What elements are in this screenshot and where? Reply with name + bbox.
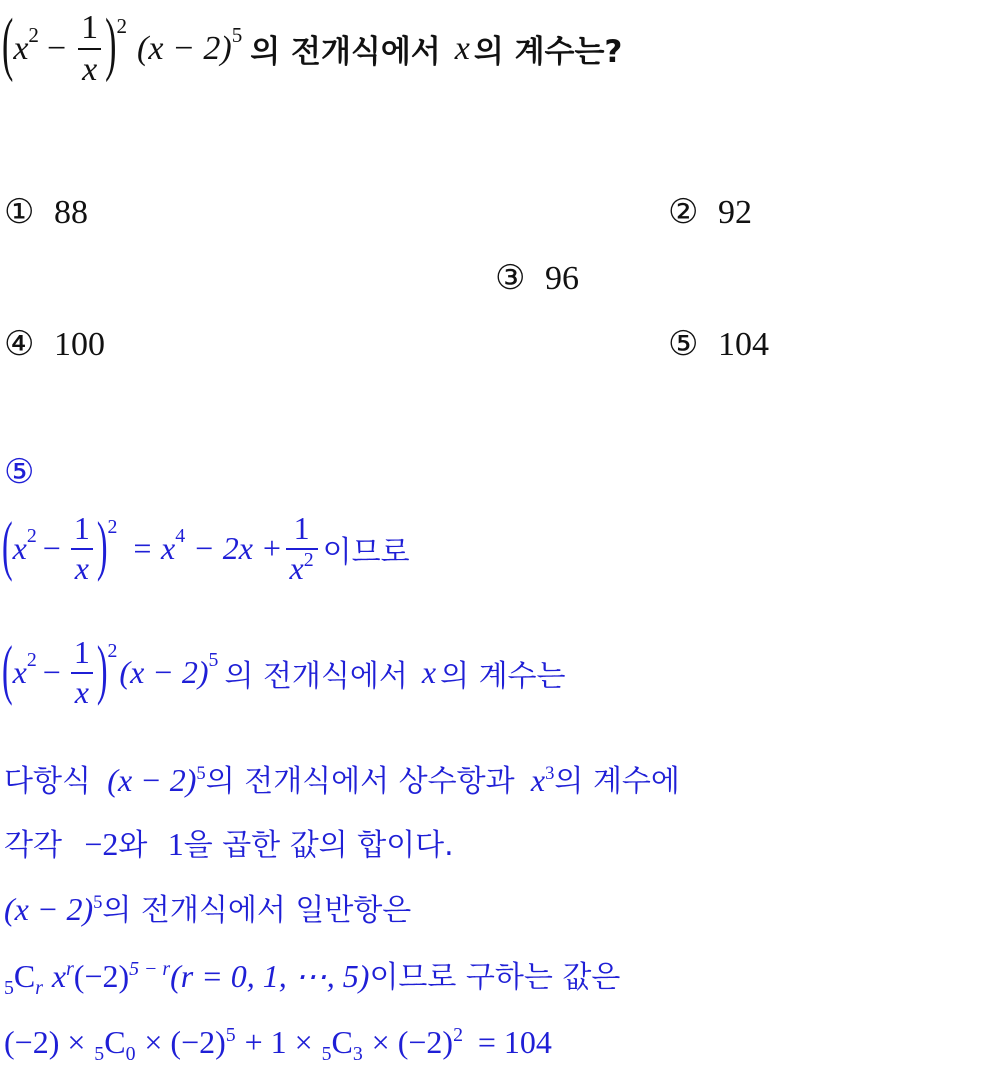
choice-marker: ③ — [495, 258, 526, 298]
paren-close: ) — [105, 5, 117, 84]
numerator: 1 — [73, 634, 90, 670]
outer-exponent: 2 — [107, 516, 118, 539]
subscript: 0 — [125, 1042, 136, 1065]
numerator: 1 — [81, 9, 99, 46]
math-term: (−2) × — [4, 1024, 86, 1060]
solution-line-7 — [4, 1023, 552, 1065]
math-x: x — [421, 654, 437, 691]
paren-open: ( — [2, 5, 14, 84]
solution-text: 다항식 — [4, 764, 91, 799]
math-term: × (−2) — [144, 1024, 226, 1060]
solution-line-4 — [4, 820, 454, 864]
paren-open: ( — [2, 630, 13, 707]
solution-text: 이므로 구하는 값은 — [369, 960, 621, 995]
subscript: r — [35, 976, 43, 999]
math-x: x — [13, 29, 29, 67]
paren-close: ) — [96, 630, 108, 707]
binomial-exponent: 5 — [231, 23, 243, 48]
exponent: r — [66, 957, 74, 980]
solution-text: 의 전개식에서 상수항과 — [205, 764, 515, 799]
solution-text: 을 곱한 값의 합이다. — [183, 828, 454, 863]
choice-value: 104 — [717, 326, 769, 363]
exponent: 2 — [28, 23, 39, 48]
numerator: 1 — [73, 510, 90, 546]
math-x: x — [12, 530, 27, 567]
math-term: × (−2) — [371, 1024, 454, 1060]
choice-marker: ② — [668, 192, 699, 232]
choice-marker: ⑤ — [668, 324, 699, 364]
combination-c: C — [104, 1024, 126, 1060]
question-stem — [2, 5, 623, 88]
exponent: 2 — [453, 1023, 463, 1046]
exponent: 2 — [26, 524, 37, 547]
numerator: 1 — [293, 510, 310, 546]
binomial-exponent: 5 — [93, 892, 103, 914]
outer-exponent: 2 — [116, 14, 128, 39]
fraction-1-over-x — [77, 10, 102, 87]
choice-value: 96 — [544, 260, 579, 297]
exponent: 3 — [545, 763, 555, 785]
paren-open: ( — [2, 506, 13, 583]
math-value: 1 — [167, 826, 184, 862]
fraction-1-over-x — [70, 512, 94, 585]
choice-5[interactable] — [668, 324, 769, 364]
result: = 104 — [477, 1024, 552, 1060]
exponent: 2 — [26, 648, 37, 671]
question-text: 의 전개식에서 — [250, 34, 441, 71]
math-term: (−2) — [73, 958, 130, 994]
subscript: 5 — [321, 1042, 332, 1065]
choice-3[interactable] — [495, 258, 579, 298]
solution-line-2 — [2, 630, 566, 710]
binomial: (x − 2) — [119, 654, 209, 691]
exponent: 5 − r — [129, 957, 171, 980]
combination-c: C — [13, 958, 36, 994]
solution-line-6 — [4, 952, 621, 999]
math-x: x — [12, 654, 27, 691]
math-x: x — [530, 762, 546, 798]
subscript: 5 — [94, 1042, 105, 1065]
math-x: x — [51, 958, 67, 994]
question-text: 의 계수는? — [473, 34, 623, 71]
exponent: 2 — [303, 549, 314, 572]
math-x: x — [454, 29, 470, 67]
fraction-1-over-x2 — [286, 512, 318, 585]
solution-line-5 — [4, 885, 411, 929]
subscript: 3 — [352, 1042, 363, 1065]
choice-2[interactable] — [668, 192, 752, 232]
outer-exponent: 2 — [107, 640, 118, 663]
combination-c: C — [331, 1024, 353, 1060]
choice-value: 88 — [53, 194, 88, 231]
rhs: − 2x + — [193, 530, 283, 567]
paren-close: ) — [96, 506, 108, 583]
minus-sign: − — [46, 29, 67, 67]
exponent: 5 — [225, 1023, 236, 1046]
solution-line-1 — [2, 506, 410, 586]
math-value: −2 — [84, 826, 119, 862]
choice-4[interactable] — [4, 324, 105, 364]
choice-value: 100 — [53, 326, 105, 363]
range-term: (r = 0, 1, ⋯, 5) — [170, 958, 370, 994]
solution-line-3 — [4, 756, 680, 800]
choice-marker: ① — [4, 192, 35, 232]
subscript: 5 — [4, 976, 14, 999]
binomial-exponent: 5 — [208, 648, 219, 671]
choice-marker: ④ — [4, 324, 35, 364]
math-term: + 1 × — [244, 1024, 313, 1060]
solution-text: 각각 — [4, 828, 62, 863]
rhs: = x — [131, 530, 176, 567]
binomial: (x − 2) — [137, 29, 232, 67]
denominator: x — [71, 672, 93, 710]
choice-value: 92 — [717, 194, 752, 231]
denominator: x — [71, 548, 93, 586]
solution-text: 와 — [118, 828, 148, 863]
exponent: 4 — [175, 524, 186, 547]
binomial-exponent: 5 — [196, 763, 206, 785]
solution-text: 의 계수에 — [554, 764, 680, 799]
math-x: x — [289, 549, 304, 586]
denominator: x — [78, 48, 101, 88]
answer-marker: ⑤ — [4, 452, 35, 492]
solution-text: 의 전개식에서 — [224, 658, 408, 694]
choice-1[interactable] — [4, 192, 88, 232]
solution-text: 의 계수는 — [440, 658, 566, 694]
minus-sign: − — [42, 654, 61, 691]
fraction-1-over-x — [70, 636, 94, 709]
solution-text: 의 전개식에서 일반항은 — [102, 893, 412, 928]
binomial: (x − 2) — [4, 891, 94, 927]
binomial: (x − 2) — [107, 762, 197, 798]
solution-text: 이므로 — [322, 534, 410, 570]
minus-sign: − — [42, 530, 61, 567]
denominator — [286, 548, 318, 586]
